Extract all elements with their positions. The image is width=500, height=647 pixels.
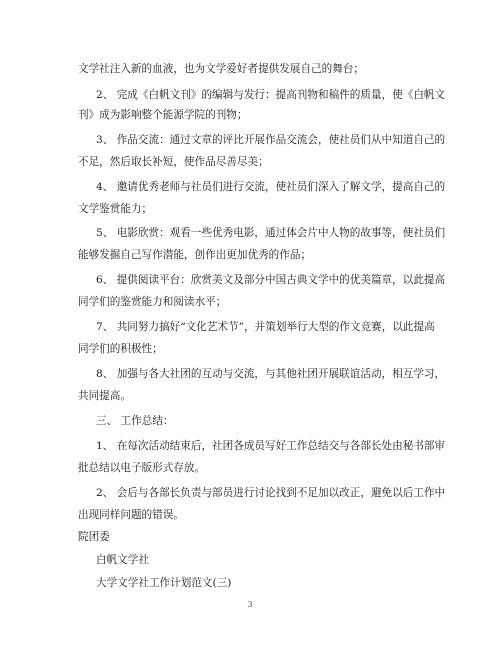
text-line: 同学们的鉴赏能力和阅读水平； [78,296,227,308]
article-title: 大学文学社工作计划范文(三) [96,577,232,589]
text-line: 文学社注入新的血液，也为文学爱好者提供发展自己的舞台； [78,63,365,75]
text-line: 3、 作品交流：通过文章的评比开展作品交流会，使社员们从中知道自己的 [96,134,446,146]
text-line: 批总结以电子版形式存放。 [78,462,206,474]
text-line: 6、 提供阅读平台：欣赏美文及部分中国古典文学中的优美篇章，以此提高 [96,274,446,286]
text-line: 1、 在每次活动结束后，社团各成员写好工作总结交与各部长处由秘书部审 [96,440,446,452]
page-number: 3 [247,600,253,609]
text-line: 共同提高。 [78,390,131,402]
text-line: 5、 电影欣赏：观看一些优秀电影，通过体会片中人物的故事等，使社员们 [96,227,446,239]
text-line: 4、 邀请优秀老师与社员们进行交流，使社员们深入了解文学，提高自己的 [96,181,446,193]
text-line: 出现同样问题的错误。 [78,509,184,521]
signature-line: 院团委 [78,531,110,543]
text-line: 2、 会后与各部长负责与部员进行讨论找到不足加以改正，避免以后工作中 [96,487,446,499]
text-line: 刊》成为影响整个能源学院的刊物； [78,109,248,121]
signature-line: 白帆文学社 [96,554,149,566]
text-line: 文学鉴赏能力； [78,203,153,215]
text-line: 不足，然后取长补短，使作品尽善尽美； [78,156,269,168]
text-line: 7、 共同努力搞好“文化艺术节”，并策划举行大型的作文竞赛，以此提高 [96,321,435,333]
section-heading: 三、 工作总结： [96,415,174,427]
text-line: 2、 完成《白帆文刊》的编辑与发行：提高刊物和稿件的质量，使《白帆文 [96,89,446,101]
text-line: 能够发掘自己写作潜能，创作出更加优秀的作品； [78,249,312,261]
text-line: 8、 加强与各大社团的互动与交流，与其他社团开展联谊活动，相互学习， [96,368,446,380]
text-line: 同学们的积极性； [78,343,163,355]
